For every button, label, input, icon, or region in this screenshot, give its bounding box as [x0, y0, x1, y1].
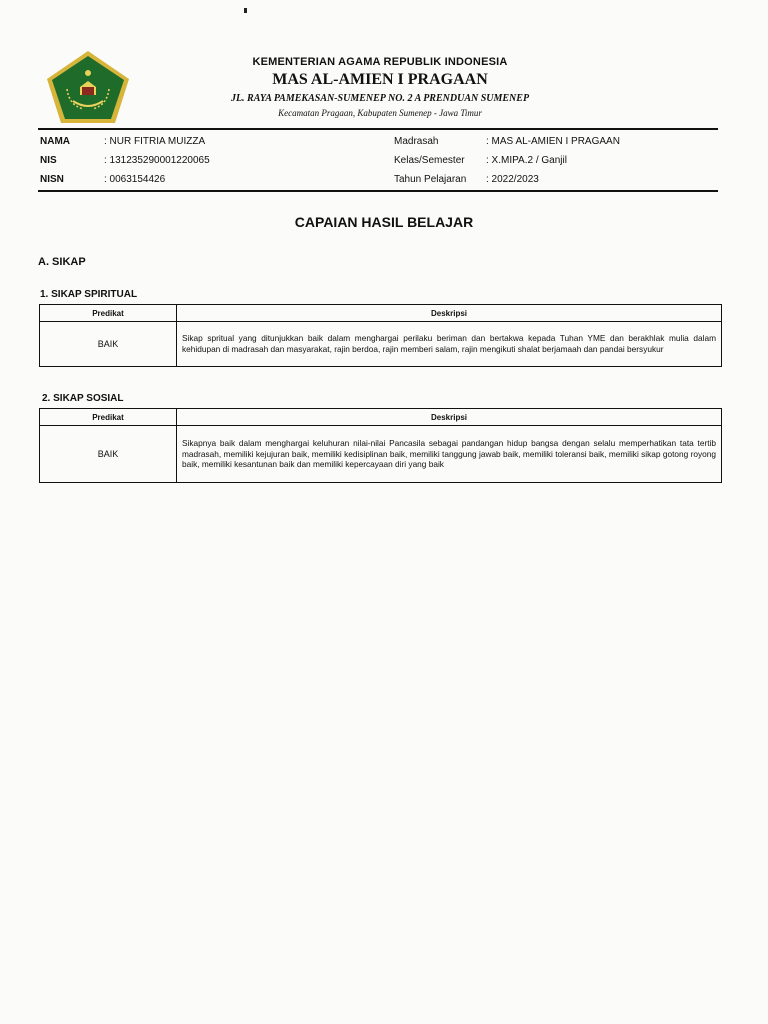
spiritual-deskripsi: Sikap spritual yang ditunjukkan baik dalam menghargai perilaku beriman dan bertakwa kepada Tuhan YME dan berakhlak mulia dalam kehidupan di madrasah dan masyarakat, rajin berdoa, rajin memberi salam, rajin mengikuti shalat berjamaah dan pandai bersyukur [177, 322, 722, 367]
tahun-label: Tahun Pelajaran [394, 174, 467, 185]
section-sikap-heading: A. SIKAP [38, 256, 86, 268]
spiritual-table-row [40, 322, 722, 367]
sosial-table-header-row [40, 409, 722, 426]
madrasah-label: Madrasah [394, 136, 439, 147]
nisn-value: : 0063154426 [104, 174, 166, 185]
tahun-value: : 2022/2023 [486, 174, 539, 185]
nisn-label: NISN [40, 174, 64, 185]
sosial-table [39, 408, 722, 483]
ministry-name: KEMENTERIAN AGAMA REPUBLIK INDONESIA [252, 56, 508, 68]
sosial-deskripsi: Sikapnya baik dalam menghargai keluhuran nilai-nilai Pancasila sebagai pandangan hidup bangsa dengan selalu memperhatikan tata tertib madrasah, memiliki kejujuran baik, memiliki kedisiplinan baik, memiliki tanggung jawab baik, memiliki toleransi baik, memiliki sikap gotong royong baik, memiliki kesantunan baik dan memiliki kepercayaan diri yang baik [177, 426, 722, 483]
school-district: Kecamatan Pragaan, Kabupaten Sumenep - Jawa Timur [278, 108, 482, 118]
spiritual-heading: 1. SIKAP SPIRITUAL [40, 289, 138, 300]
spiritual-table-header-row [40, 305, 722, 322]
madrasah-value: : MAS AL-AMIEN I PRAGAAN [486, 136, 620, 147]
name-value: : NUR FITRIA MUIZZA [104, 136, 206, 147]
name-label: NAMA [40, 136, 70, 147]
school-address: JL. RAYA PAMEKASAN-SUMENEP NO. 2 A PRENDUAN SUMENEP [230, 93, 530, 104]
sosial-col-deskripsi: Deskripsi [177, 409, 722, 426]
sosial-predikat: BAIK [40, 426, 177, 483]
header-divider [38, 128, 718, 130]
school-name: MAS AL-AMIEN I PRAGAAN [272, 71, 488, 88]
identity-divider [38, 190, 718, 192]
spiritual-col-deskripsi: Deskripsi [177, 305, 722, 322]
sosial-col-predikat: Predikat [40, 409, 177, 426]
spiritual-predikat: BAIK [40, 322, 177, 367]
sosial-table-row [40, 426, 722, 483]
scan-speck [244, 8, 247, 13]
spiritual-col-predikat: Predikat [40, 305, 177, 322]
nis-label: NIS [40, 155, 57, 166]
sosial-heading: 2. SIKAP SOSIAL [42, 393, 124, 404]
ministry-emblem-icon [45, 49, 131, 125]
kelas-label: Kelas/Semester [394, 155, 465, 166]
nis-value: : 131235290001220065 [104, 155, 210, 166]
page-title: CAPAIAN HASIL BELAJAR [294, 214, 474, 230]
kelas-value: : X.MIPA.2 / Ganjil [486, 155, 567, 166]
spiritual-table [39, 304, 722, 367]
